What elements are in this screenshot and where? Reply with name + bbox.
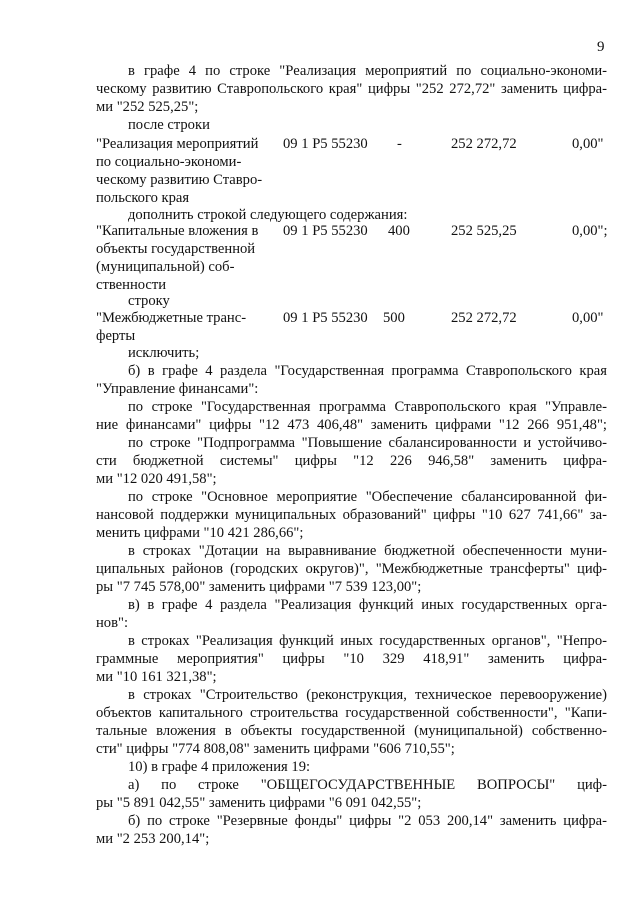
row-name-line: (муниципальной) соб- (96, 259, 235, 275)
text-line: менить цифрами "10 421 286,66"; (96, 525, 304, 541)
row-type: 400 (388, 223, 410, 239)
text-line: в) в графе 4 раздела "Реализация функций иных государственных орга- (128, 597, 607, 613)
row-name-line: "Межбюджетные транс- (96, 310, 247, 326)
text-line: а) по строке "ОБЩЕГОСУДАРСТВЕННЫЕ ВОПРОСЫ" циф- (128, 777, 607, 793)
row-name-line: польского края (96, 190, 190, 206)
text-line: ми "2 253 200,14"; (96, 831, 210, 847)
text-line: в графе 4 по строке "Реализация мероприятий по социально-экономи- (128, 63, 607, 79)
text-line: по строке "Основное мероприятие "Обеспечение сбалансированной фи- (128, 489, 607, 505)
page-number: 9 (597, 39, 605, 55)
row-type: - (397, 136, 402, 152)
text-line: нов": (96, 615, 129, 631)
text-line: ческому развитию Ставропольского края" цифры "252 272,72" заменить цифра- (96, 81, 607, 97)
text-line: ми "10 161 321,38"; (96, 669, 217, 685)
text-line: ми "12 020 491,58"; (96, 471, 217, 487)
row-extra: 0,00" (572, 136, 604, 152)
text-line: в строках "Строительство (реконструкция, техническое перевооружение) (128, 687, 607, 703)
text-line: "Управление финансами": (96, 381, 259, 397)
text-line: объектов капитального строительства государственной собственности", "Капи- (96, 705, 607, 721)
row-extra: 0,00"; (572, 223, 608, 239)
text-line: сти бюджетной системы" цифры "12 226 946,58" заменить цифра- (96, 453, 607, 469)
text-line: сти" цифры "774 808,08" заменить цифрами "606 710,55"; (96, 741, 455, 757)
text-line: ры "5 891 042,55" заменить цифрами "6 091 042,55"; (96, 795, 422, 811)
text-line: нансовой поддержки муниципальных образований" цифры "10 627 741,66" за- (96, 507, 607, 523)
row-code: 09 1 P5 55230 (283, 310, 368, 326)
row-name-line: объекты государственной (96, 241, 256, 257)
row-name-line: ческому развитию Ставро- (96, 172, 263, 188)
text-line: строку (128, 293, 170, 309)
row-code: 09 1 P5 55230 (283, 136, 368, 152)
text-line: по строке "Государственная программа Ставропольского края "Управле- (128, 399, 607, 415)
text-line: в строках "Дотации на выравнивание бюджетной обеспеченности муни- (128, 543, 607, 559)
row-amount: 252 272,72 (451, 310, 517, 326)
text-line: дополнить строкой следующего содержания: (128, 207, 408, 223)
row-extra: 0,00" (572, 310, 604, 326)
row-name-line: ферты (96, 328, 136, 344)
text-line: 10) в графе 4 приложения 19: (128, 759, 311, 775)
text-line: ми "252 525,25"; (96, 99, 199, 115)
text-line: тальные вложения в объекты государственной (муниципальной) собственно- (96, 723, 607, 739)
row-amount: 252 525,25 (451, 223, 517, 239)
row-code: 09 1 P5 55230 (283, 223, 368, 239)
text-line: в строках "Реализация функций иных государственных органов", "Непро- (128, 633, 607, 649)
text-line: ципальных районов (городских округов)", "Межбюджетные трансферты" циф- (96, 561, 607, 577)
row-name-line: ственности (96, 277, 167, 293)
text-line: после строки (128, 117, 210, 133)
row-name-line: "Капитальные вложения в (96, 223, 259, 239)
row-name-line: по социально-экономи- (96, 154, 242, 170)
row-type: 500 (383, 310, 405, 326)
text-line: ние финансами" цифры "12 473 406,48" заменить цифрами "12 266 951,48"; (96, 417, 607, 433)
text-line: по строке "Подпрограмма "Повышение сбалансированности и устойчиво- (128, 435, 607, 451)
row-name-line: "Реализация мероприятий (96, 136, 259, 152)
text-line: ры "7 745 578,00" заменить цифрами "7 539 123,00"; (96, 579, 422, 595)
text-line: исключить; (128, 345, 200, 361)
text-line: б) в графе 4 раздела "Государственная программа Ставропольского края (128, 363, 607, 379)
text-line: б) по строке "Резервные фонды" цифры "2 053 200,14" заменить цифра- (128, 813, 607, 829)
text-line: граммные мероприятия" цифры "10 329 418,91" заменить цифра- (96, 651, 607, 667)
row-amount: 252 272,72 (451, 136, 517, 152)
